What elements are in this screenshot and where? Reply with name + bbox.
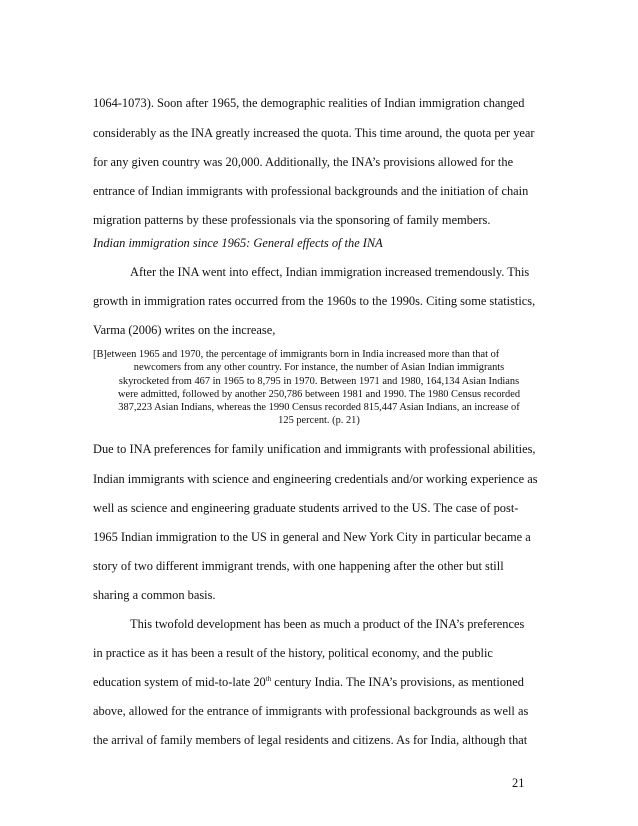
body-line: 1064-1073). Soon after 1965, the demographic realities of Indian immigration changed [93, 96, 525, 110]
body-line: After the INA went into effect, Indian immigration increased tremendously. This [130, 265, 530, 279]
page-number: 21 [512, 776, 525, 790]
body-line: in practice as it has been a result of the history, political economy, and the public [93, 646, 493, 660]
quote-line: newcomers from any other country. For instance, the number of Asian Indian immigrants [133, 362, 505, 374]
body-line [93, 675, 524, 690]
body-line: above, allowed for the entrance of immigrants with professional backgrounds as well as [93, 704, 529, 718]
body-line: growth in immigration rates occurred from the 1960s to the 1990s. Citing some statistics, [93, 294, 536, 308]
quote-line: skyrocketed from 467 in 1965 to 8,795 in 1970. Between 1971 and 1980, 164,134 Asian Indians [118, 375, 520, 387]
body-line: Indian immigrants with science and engineering credentials and/or working experience as [93, 472, 538, 486]
body-line: story of two different immigrant trends, with one happening after the other but still [93, 559, 504, 573]
body-line: This twofold development has been as much a product of the INA’s preferences [130, 617, 525, 631]
block-quote [93, 348, 545, 428]
body-line: the arrival of family members of legal residents and citizens. As for India, although that [93, 733, 528, 747]
quote-line: 387,223 Asian Indians, whereas the 1990 Census recorded 815,447 Asian Indians, an increase of [118, 402, 520, 414]
body-line: for any given country was 20,000. Additionally, the INA’s provisions allowed for the [93, 155, 514, 169]
body-line: migration patterns by these professionals via the sponsoring of family members. [93, 213, 491, 227]
quote-line: were admitted, followed by another 250,786 between 1981 and 1990. The 1980 Census recorded [117, 388, 521, 400]
body-line: well as science and engineering graduate students arrived to the US. The case of post- [93, 501, 519, 515]
section-heading: Indian immigration since 1965: General effects of the INA [93, 236, 383, 250]
text-run: century India. The INA’s provisions, as mentioned [271, 675, 524, 689]
text-run: education system of mid-to-late 20 [93, 675, 266, 689]
body-line: considerably as the INA greatly increased the quota. This time around, the quota per year [93, 126, 535, 140]
quote-line: 125 percent. (p. 21) [278, 415, 360, 427]
body-line: Varma (2006) writes on the increase, [93, 323, 276, 337]
body-line: sharing a common basis. [93, 588, 216, 602]
body-line: Due to INA preferences for family unification and immigrants with professional abilities, [93, 442, 536, 456]
quote-line: [B]etween 1965 and 1970, the percentage of immigrants born in India increased more than that of [93, 349, 500, 360]
body-line: entrance of Indian immigrants with professional backgrounds and the initiation of chain [93, 184, 529, 198]
superscript: th [265, 675, 272, 683]
body-line: 1965 Indian immigration to the US in general and New York City in particular became a [93, 530, 531, 544]
